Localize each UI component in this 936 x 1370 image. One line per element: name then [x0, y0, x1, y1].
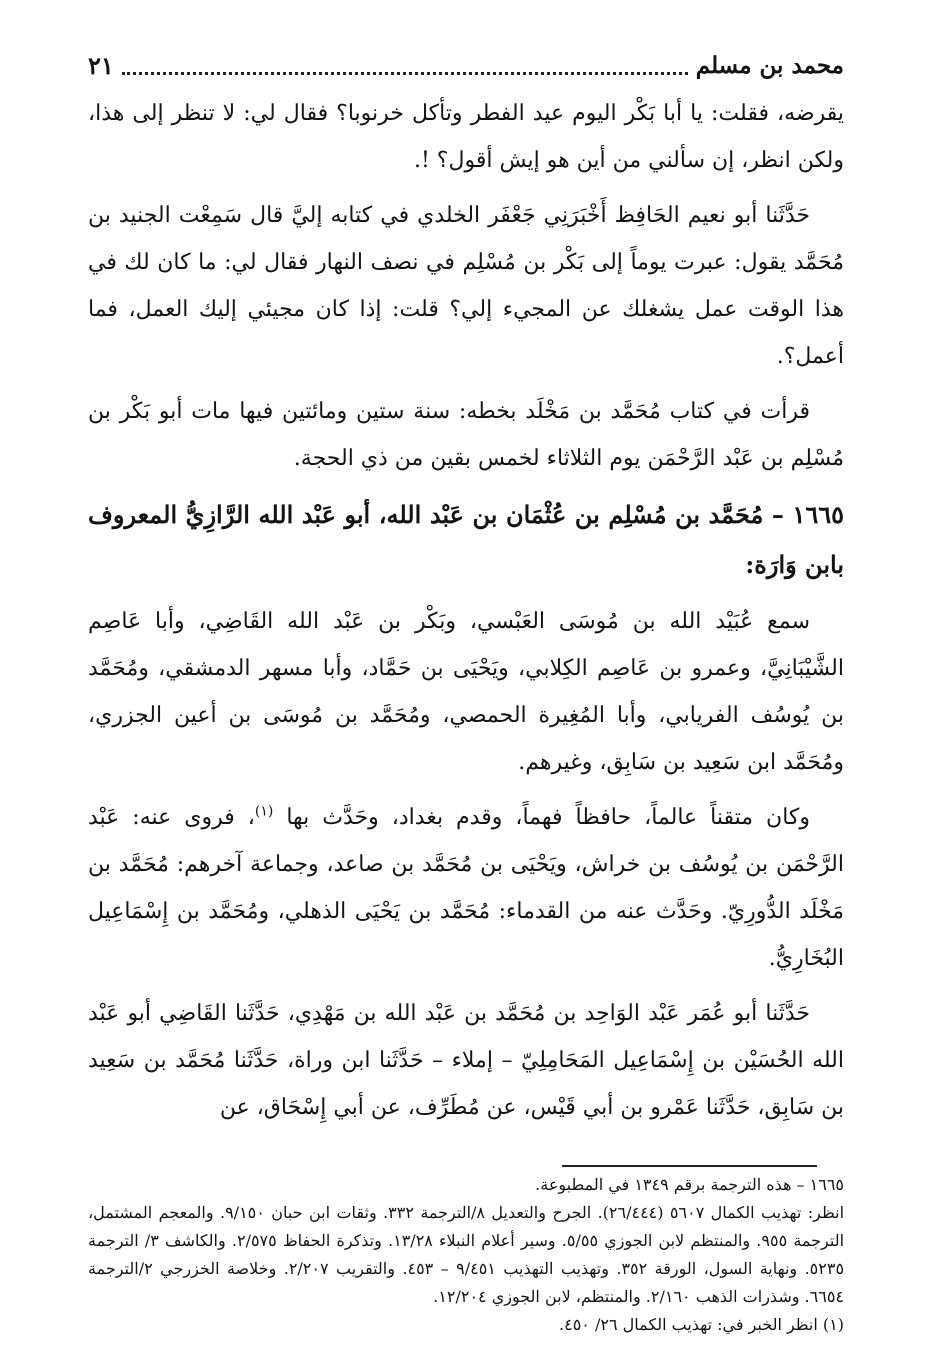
paragraph-students: [88, 794, 844, 982]
footnote-1: (١) انظر الخبر في: تهذيب الكمال ٢٦/ ٤٥٠.: [559, 1315, 844, 1334]
entry-heading-1665: ١٦٦٥ – مُحَمَّد بن مُسْلِم بن عُثْمَان بن عَبْد الله، أبو عَبْد الله الرَّازِيُّ المعروف بابن وَارَة:: [88, 500, 844, 579]
footnote-separator-wrap: [88, 1139, 844, 1171]
footnote-sources: انظر: تهذيب الكمال ٥٦٠٧ (٢٦/٤٤٤). الجرح والتعديل ٨/الترجمة ٣٣٢. وثقات ابن حبان ٩/١٥٠. والمعجم المشتمل، الترجمة ٩٥٥. والمنتظم لابن الجوزي ٥/٥٥. وسير أعلام النبلاء ١٣/٢٨. وتذكرة الحفاظ ٢/٥٧٥. والكاشف ٣/ الترجمة ٥٢٣٥. ونهاية السول، الورقة ٣٥٢. وتهذيب التهذيب ٩/٤٥١ – ٤٥٣. والتقريب ٢/٢٠٧. وخلاصة الخزرجي ٢/الترجمة ٦٦٥٤. وشذرات الذهب ٢/١٦٠. والمنتظم، لابن الجوزي ١٢/٢٠٤.: [88, 1203, 845, 1306]
book-page: [88, 40, 844, 1350]
students-text-end: ، فروى عنه: عَبْد الرَّحْمَن بن يُوسُف بن خراش، ويَحْيَى بن مُحَمَّد بن صاعد، وجماعة آخرهم: مُحَمَّد بن مَخْلَد الدُّورِيّ. وحَدَّث عنه من القدماء: مُحَمَّد بن يَحْيَى الذهلي، ومُحَمَّد بن إِسْمَاعِيل البُخَارِيُّ.: [88, 805, 844, 971]
footnote-entry-number: ١٦٦٥ – هذه الترجمة برقم ١٣٤٩ في المطبوعة.: [535, 1175, 844, 1194]
footnote-reference: (١): [254, 803, 274, 820]
footnotes: [88, 1171, 844, 1339]
main-text: [88, 90, 844, 1131]
paragraph-isnad: حَدَّثَنا أبو عُمَر عَبْد الوَاحِد بن مُحَمَّد بن عَبْد الله بن مَهْدِي، حَدَّثَنا القَاضِي أبو عَبْد الله الحُسَيْن بن إِسْمَاعِيل المَحَامِلِيّ – إملاء – حَدَّثَنا ابن وراة، حَدَّثَنا مُحَمَّد بن سَعِيد بن سَابِق، حَدَّثَنا عَمْرو بن أبي قَيْس، عن مُطَرِّف، عن أبي إِسْحَاق، عن: [88, 1001, 844, 1120]
paragraph-death-date: قرأت في كتاب مُحَمَّد بن مَخْلَد بخطه: سنة ستين ومائتين فيها مات أبو بَكْر بن مُسْلِم بن عَبْد الرَّحْمَن يوم الثلاثاء لخمس بقين من ذي الحجة.: [88, 399, 844, 471]
paragraph-teachers: سمع عُبَيْد الله بن مُوسَى العَبْسي، وبَكْر بن عَبْد الله القَاضِي، وأبا عَاصِم الشَّيْبَانِيَّ، وعمرو بن عَاصِم الكِلابي، ويَحْيَى بن حَمَّاد، وأبا مسهر الدمشقي، ومُحَمَّد بن يُوسُف الفريابي، وأبا المُغِيرة الحمصي، ومُحَمَّد بن مُوسَى بن أعين الجزري، ومُحَمَّد ابن سَعِيد بن سَابِق، وغيرهم.: [88, 609, 844, 775]
paragraph-continuation: يقرضه، فقلت: يا أبا بَكْر اليوم عيد الفطر وتأكل خرنوبا؟ فقال لي: لا تنظر إلى هذا، ولكن انظر، إن سألني من أين هو إيش أقول؟ !.: [88, 101, 844, 173]
running-head: [88, 40, 844, 90]
paragraph-junaid-narration: حَدَّثَنا أبو نعيم الحَافِظ أَخْبَرَنِي جَعْفَر الخلدي في كتابه إليَّ قال سَمِعْت الجنيد بن مُحَمَّد يقول: عبرت يوماً إلى بَكْر بن مُسْلِم في نصف النهار فقال لي: ما كان لك في هذا الوقت عمل يشغلك عن المجيء إلي؟ قلت: إذا كان مجيئي إليك العمل، فما أعمل؟.: [88, 203, 844, 369]
students-text-start: وكان متقناً عالماً، حافظاً فهماً، وقدم بغداد، وحَدَّث بها: [273, 805, 810, 830]
running-head-dot-leader: [122, 56, 688, 75]
page-number: ٢١: [88, 50, 114, 80]
running-head-title: محمد بن مسلم: [695, 51, 844, 79]
footnote-separator: [562, 1165, 817, 1167]
